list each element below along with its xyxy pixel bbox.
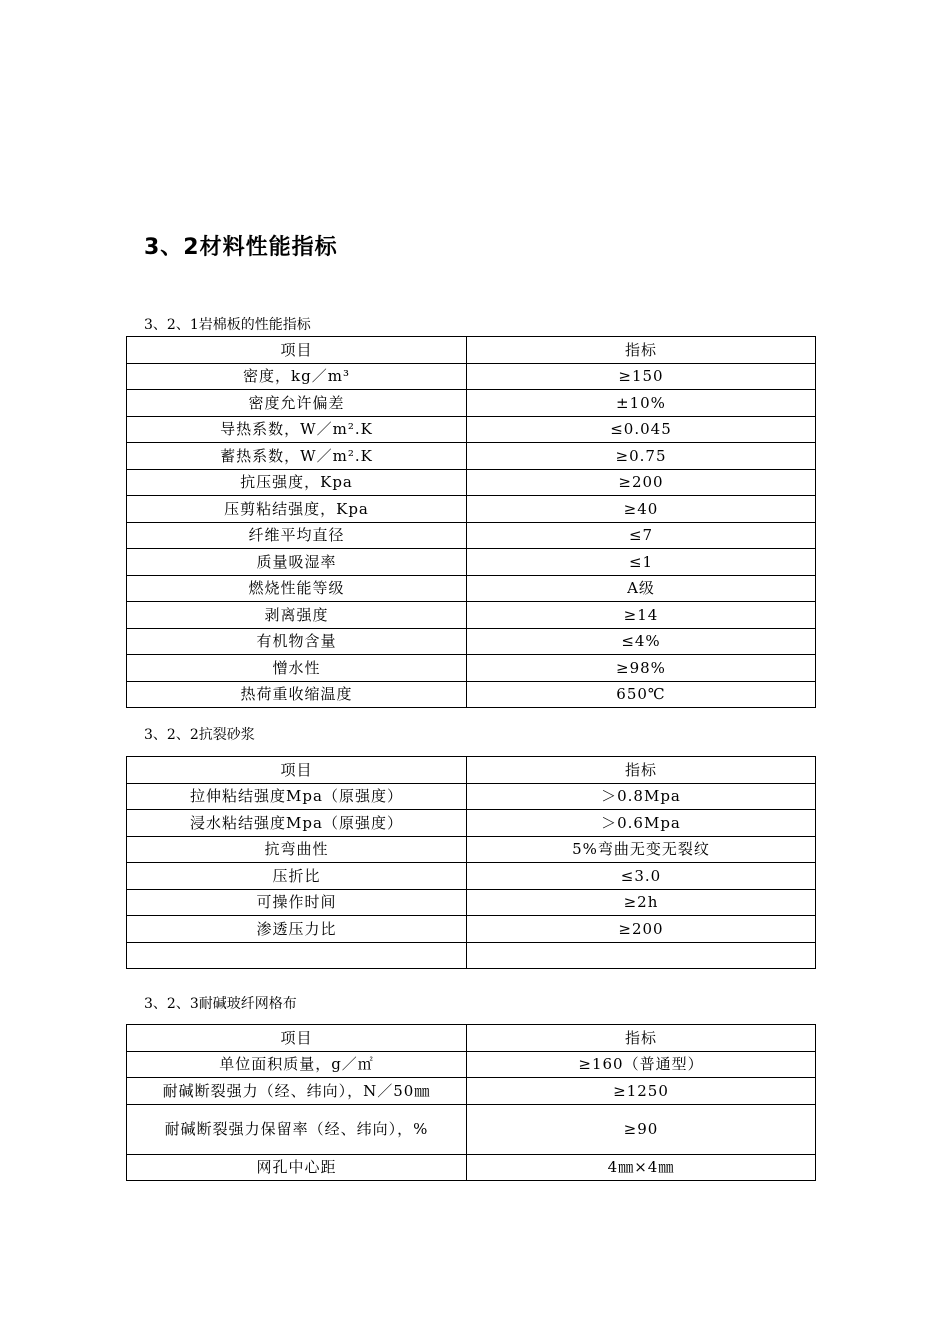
header-item-cell: 项目 [127,1025,467,1052]
table-row [127,889,816,916]
table-row [127,810,816,837]
item-cell: 耐碱断裂强力（经、纬向），N／50㎜ [127,1078,467,1105]
spec-cell: ≥200 [467,469,816,496]
table-body [127,757,816,969]
table-row [127,681,816,708]
item-cell: 密度允许偏差 [127,390,467,417]
item-cell: 蓄热系数，W／m².K [127,443,467,470]
header-spec-cell: 指标 [467,337,816,364]
table-row [127,602,816,629]
item-cell: 网孔中心距 [127,1154,467,1181]
item-cell: 可操作时间 [127,889,467,916]
header-spec-cell: 指标 [467,1025,816,1052]
item-cell: 密度，kg／m³ [127,363,467,390]
table-header-row [127,757,816,784]
spec-cell: ≤0.045 [467,416,816,443]
table-row [127,443,816,470]
item-cell: 剥离强度 [127,602,467,629]
section-title-anti-crack-mortar: 3、2、2抗裂砂浆 [144,727,255,743]
spec-cell: ＞0.8Mpa [467,783,816,810]
page-heading: 3、2材料性能指标 [144,235,338,260]
table-header-row [127,1025,816,1052]
spec-cell: ≥14 [467,602,816,629]
table-row [127,916,816,943]
item-cell: 渗透压力比 [127,916,467,943]
spec-cell: ≥90 [467,1104,816,1154]
item-cell: 压折比 [127,863,467,890]
table-row [127,942,816,969]
item-cell: 抗弯曲性 [127,836,467,863]
table-row [127,1154,816,1181]
item-cell: 燃烧性能等级 [127,575,467,602]
spec-cell: ≥150 [467,363,816,390]
section-title-rock-wool: 3、2、1岩棉板的性能指标 [144,317,311,333]
fiberglass-mesh-spec-table [126,1024,816,1181]
spec-cell: ≥0.75 [467,443,816,470]
item-cell: 纤维平均直径 [127,522,467,549]
spec-cell: ≥200 [467,916,816,943]
table-row [127,655,816,682]
table-row [127,836,816,863]
item-cell: 压剪粘结强度，Kpa [127,496,467,523]
spec-cell: ≤7 [467,522,816,549]
spec-cell: ≤4% [467,628,816,655]
item-cell: 热荷重收缩温度 [127,681,467,708]
table-row [127,522,816,549]
item-cell: 导热系数，W／m².K [127,416,467,443]
spec-cell: ≥1250 [467,1078,816,1105]
table-row [127,363,816,390]
table-row [127,416,816,443]
anti-crack-mortar-spec-table [126,756,816,969]
item-cell: 抗压强度，Kpa [127,469,467,496]
item-cell: 耐碱断裂强力保留率（经、纬向），% [127,1104,467,1154]
table-row [127,863,816,890]
header-item-cell: 项目 [127,757,467,784]
spec-cell: ≤1 [467,549,816,576]
table-row [127,575,816,602]
item-cell: 单位面积质量，g／㎡ [127,1051,467,1078]
spec-cell: ≥40 [467,496,816,523]
item-cell: 有机物含量 [127,628,467,655]
item-cell: 拉伸粘结强度Mpa（原强度） [127,783,467,810]
spec-cell: ±10% [467,390,816,417]
table-row [127,1078,816,1105]
spec-cell: ≥2h [467,889,816,916]
item-cell [127,942,467,969]
spec-cell: ≥98% [467,655,816,682]
table-header-row [127,337,816,364]
spec-cell: ＞0.6Mpa [467,810,816,837]
spec-cell: A级 [467,575,816,602]
spec-cell [467,942,816,969]
rock-wool-spec-table [126,336,816,708]
table-row [127,1104,816,1154]
header-item-cell: 项目 [127,337,467,364]
table-row [127,390,816,417]
spec-cell: 650℃ [467,681,816,708]
table-body [127,337,816,708]
table-row [127,496,816,523]
spec-cell: ≤3.0 [467,863,816,890]
table-row [127,469,816,496]
item-cell: 质量吸湿率 [127,549,467,576]
table-row [127,628,816,655]
table-body [127,1025,816,1181]
spec-cell: 4㎜×4㎜ [467,1154,816,1181]
header-spec-cell: 指标 [467,757,816,784]
table-row [127,549,816,576]
table-row [127,1051,816,1078]
item-cell: 浸水粘结强度Mpa（原强度） [127,810,467,837]
spec-cell: ≥160（普通型） [467,1051,816,1078]
section-title-fiberglass-mesh: 3、2、3耐碱玻纤网格布 [144,996,297,1012]
table-row [127,783,816,810]
item-cell: 憎水性 [127,655,467,682]
spec-cell: 5%弯曲无变无裂纹 [467,836,816,863]
